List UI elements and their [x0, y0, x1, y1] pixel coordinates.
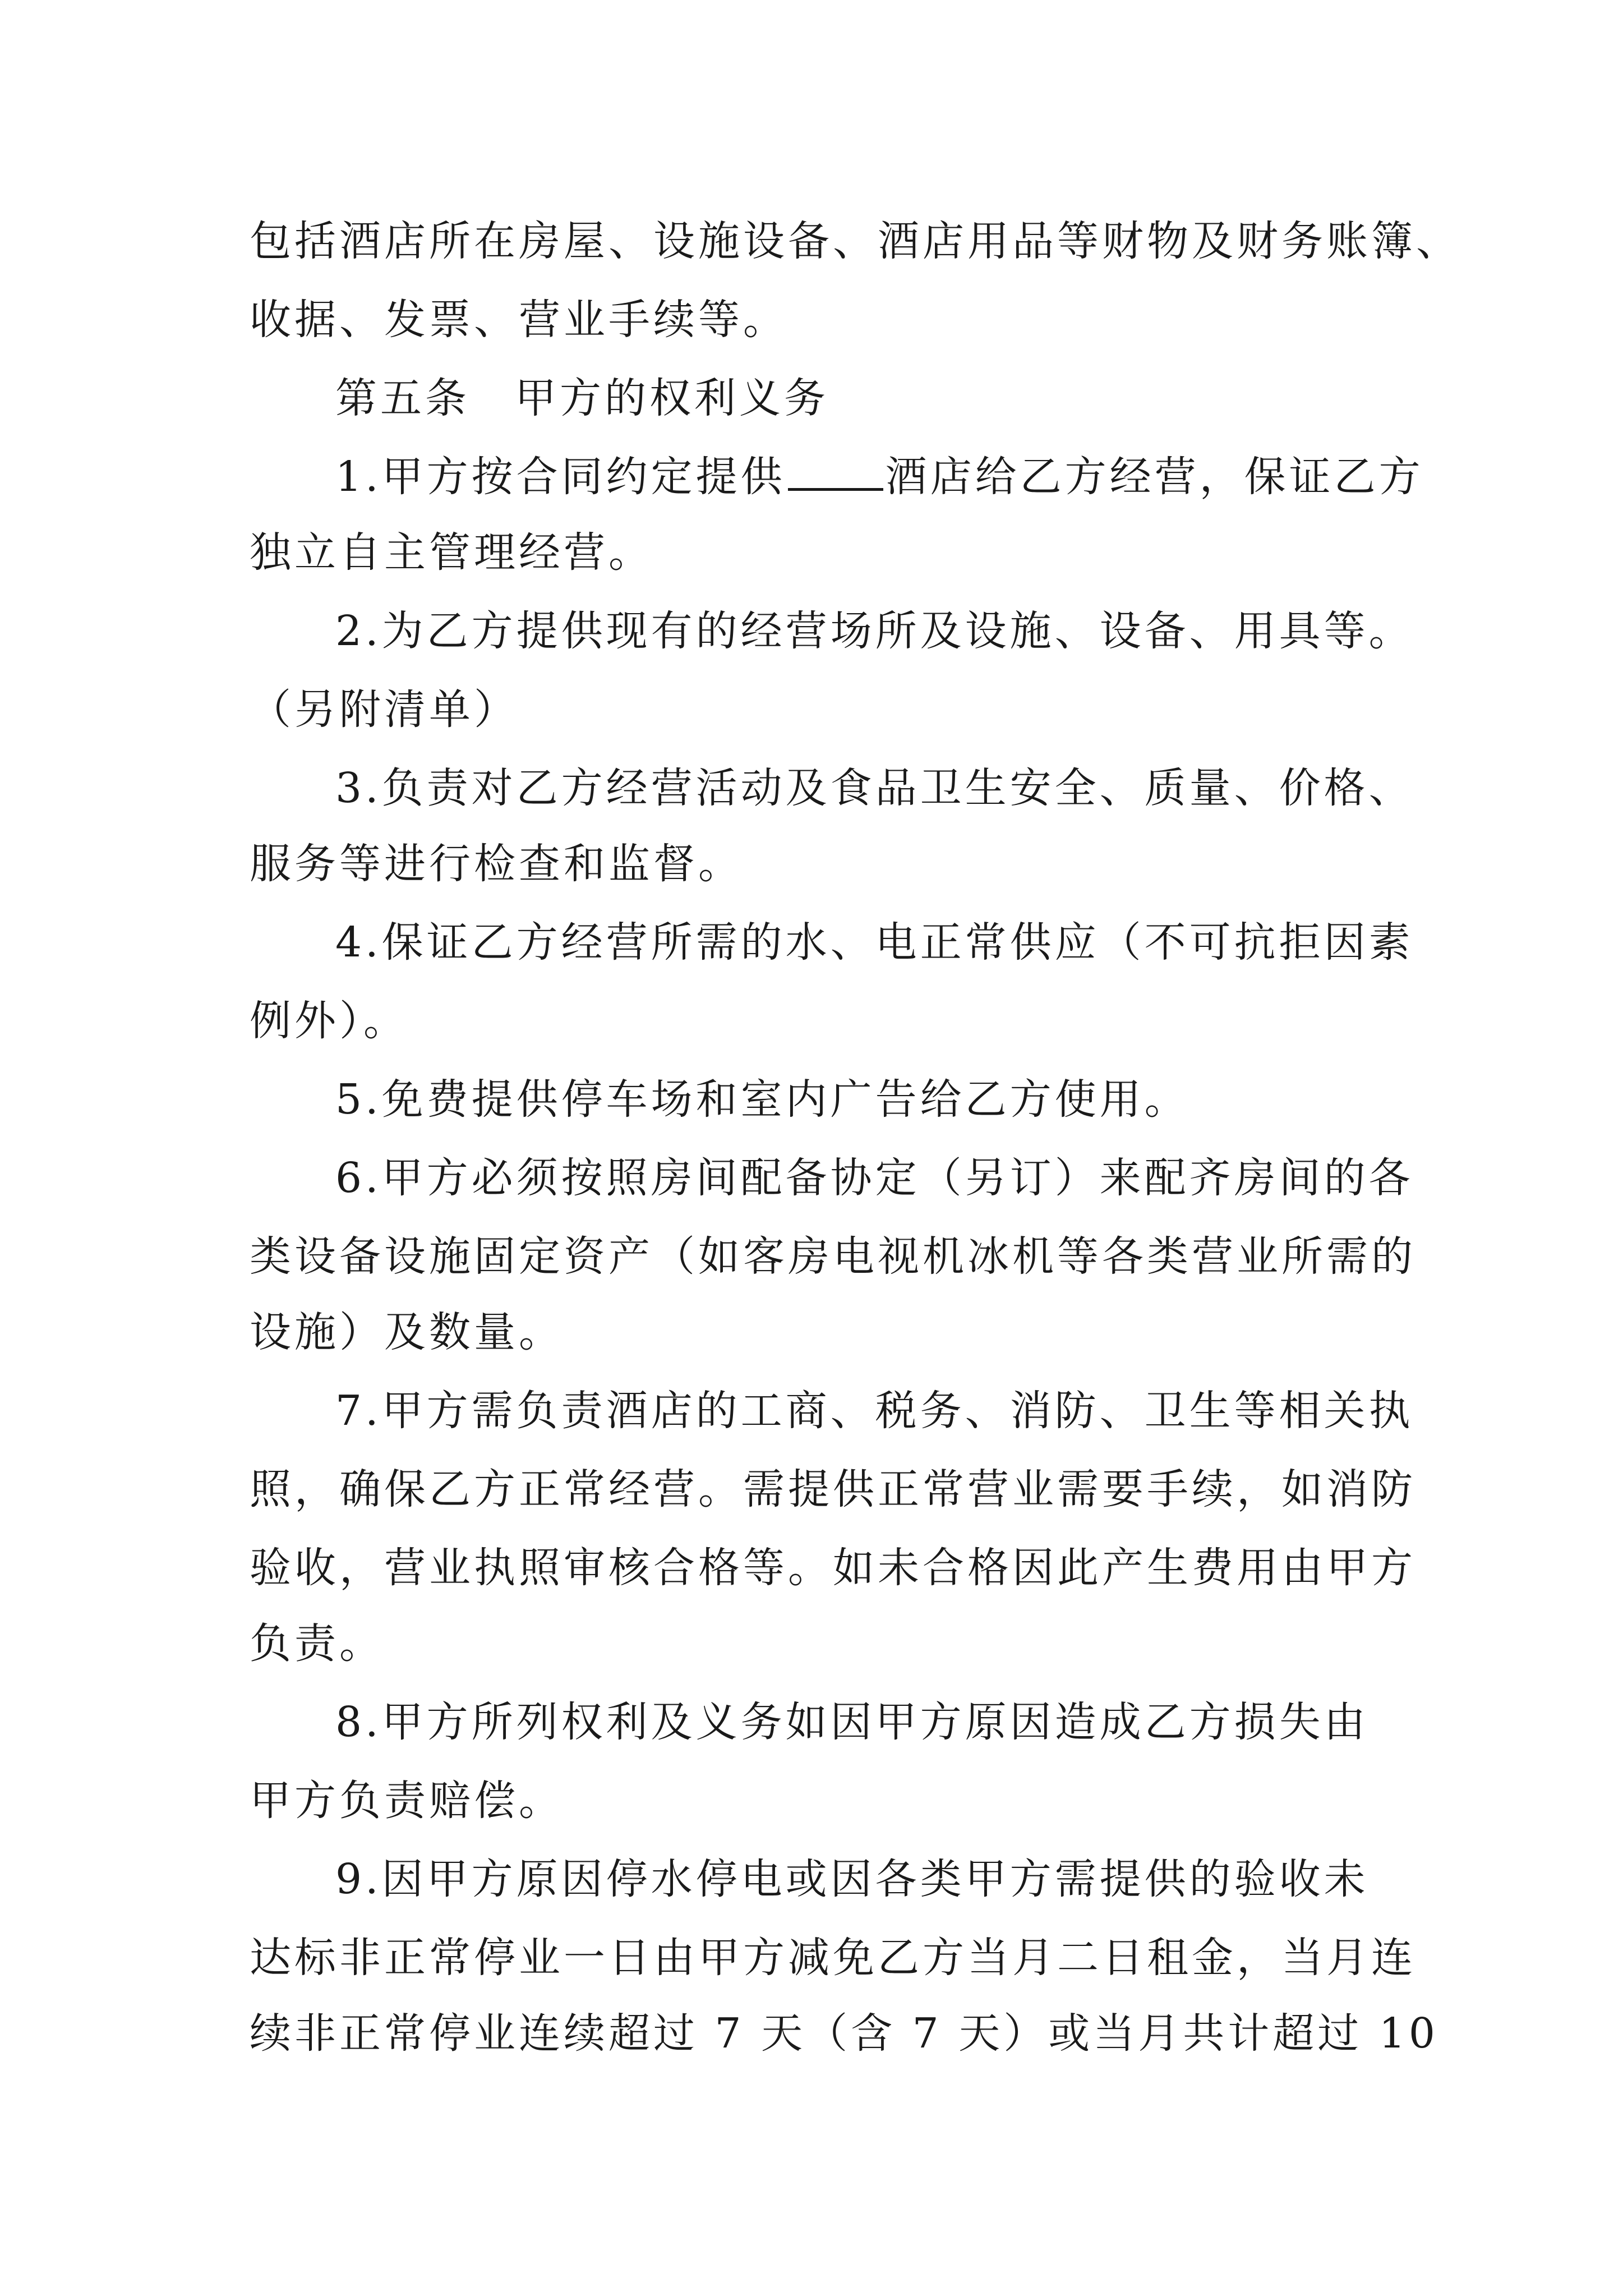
section-heading: 第五条 甲方的权利义务	[335, 374, 829, 422]
paragraph-line: 2.为乙方提供现有的经营场所及设施、设备、用具等。	[335, 607, 1414, 655]
paragraph-line: （另附清单）	[250, 685, 519, 734]
paragraph-line: 5.免费提供停车场和室内广告给乙方使用。	[335, 1075, 1189, 1124]
paragraph-line: 续非正常停业连续超过 7 天（含 7 天）或当月共计超过 10	[250, 2009, 1438, 2058]
paragraph-line: 验收，营业执照审核合格等。如未合格因此产生费用由甲方	[250, 1544, 1416, 1592]
paragraph-line: 服务等进行检查和监督。	[250, 840, 743, 888]
paragraph-line: 3.负责对乙方经营活动及食品卫生安全、质量、价格、	[335, 764, 1414, 812]
paragraph-line: 9.因甲方原因停水停电或因各类甲方需提供的验收未	[335, 1855, 1369, 1903]
paragraph-line: 包括酒店所在房屋、设施设备、酒店用品等财物及财务账簿、	[250, 217, 1461, 265]
paragraph-line: 负责。	[250, 1619, 384, 1668]
paragraph-line: 甲方负责赔偿。	[250, 1777, 564, 1825]
paragraph-line: 设施）及数量。	[250, 1308, 564, 1356]
paragraph-line: 4.保证乙方经营所需的水、电正常供应（不可抗拒因素	[335, 918, 1414, 967]
paragraph-line: 7.甲方需负责酒店的工商、税务、消防、卫生等相关执	[335, 1387, 1414, 1435]
paragraph-line: 6.甲方必须按照房间配备协定（另订）来配齐房间的各	[335, 1154, 1414, 1202]
clause-text: 1.甲方按合同约定提供	[335, 453, 786, 501]
paragraph-line: 例外）。	[250, 997, 408, 1045]
clause-text: 酒店给乙方经营，保证乙方	[885, 453, 1424, 501]
paragraph-line: 照，确保乙方正常经营。需提供正常营业需要手续，如消防	[250, 1465, 1416, 1513]
paragraph-line	[335, 449, 1424, 505]
paragraph-line: 类设备设施固定资产（如客房电视机冰机等各类营业所需的	[250, 1232, 1416, 1281]
paragraph-line: 达标非正常停业一日由甲方减免乙方当月二日租金，当月连	[250, 1934, 1416, 1982]
paragraph-line: 8.甲方所列权利及义务如因甲方原因造成乙方损失由	[335, 1698, 1369, 1746]
fill-in-blank	[788, 449, 883, 491]
paragraph-line: 收据、发票、营业手续等。	[250, 296, 788, 344]
paragraph-line: 独立自主管理经营。	[250, 528, 653, 577]
